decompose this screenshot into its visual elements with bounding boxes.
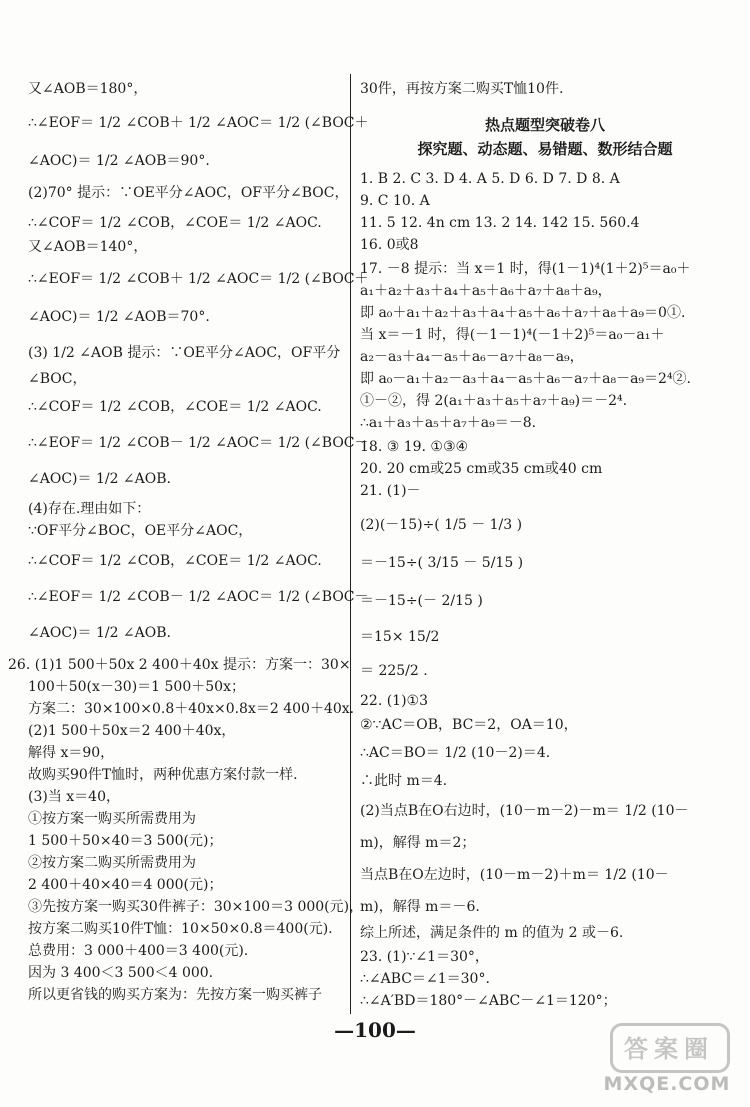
text-line: ②按方案二购买所需费用为 [28,855,196,871]
text-line: 100＋50(x－30)＝1 500＋50x； [28,679,245,695]
text-line: ②∵AC＝OB，BC＝2，OA＝10， [360,717,578,733]
text-line: ＝ 225/2 . [360,663,428,679]
text-line: ＝15× 15/2 [360,629,440,645]
text-line: ∴∠EOF＝ 1/2 ∠COB－ 1/2 ∠AOC＝ 1/2 (∠BOC－ [28,589,369,605]
text-line: (3)当 x＝40， [28,789,120,805]
text-line: (2)当点B在O右边时，(10－m－2)－m＝ 1/2 (10－ [360,803,689,819]
column-divider [350,74,351,1014]
text-line: 26. (1)1 500＋50x 2 400＋40x 提示：方案一：30× [8,657,351,673]
text-line: 即 a₀－a₁＋a₂－a₃＋a₄－a₅＋a₆－a₇＋a₈－a₉＝2⁴②. [360,371,692,387]
text-line: ∴∠A′BD＝180°－∠ABC－∠1＝120°； [360,993,617,1009]
text-line: 因为 3 400＜3 500＜4 000. [28,965,214,981]
text-line: 当点B在O左边时，(10－m－2)＋m＝ 1/2 (10－ [360,867,669,883]
text-line: 30件，再按方案二购买T恤10件. [360,81,564,97]
text-line: ∴∠COF＝ 1/2 ∠COB，∠COE＝ 1/2 ∠AOC. [28,215,322,231]
watermark-char: 答 [624,1035,648,1063]
watermark-char: 圈 [684,1035,708,1063]
text-line: m)，解得 m＝－6. [360,899,480,915]
text-line: ∴∠ABC＝∠1＝30°. [360,971,490,987]
text-line: (2)(－15)÷( 1/5 － 1/3 ) [360,517,523,533]
text-line: a₂－a₃＋a₄－a₅＋a₆－a₇＋a₈－a₉， [360,349,584,365]
text-line: ∴∠COF＝ 1/2 ∠COB，∠COE＝ 1/2 ∠AOC. [28,553,322,569]
text-line: 总费用：3 000＋400＝3 400(元). [28,943,249,959]
text-line: ∴∠COF＝ 1/2 ∠COB，∠COE＝ 1/2 ∠AOC. [28,399,322,415]
text-line: (3) 1/2 ∠AOB 提示：∵OE平分∠AOC，OF平分 [28,345,341,361]
text-line: 当 x＝－1 时，得(－1－1)⁴(－1＋2)⁵＝a₀－a₁＋ [360,327,665,343]
text-line: a₁＋a₂＋a₃＋a₄＋a₅＋a₆＋a₇＋a₈＋a₉， [360,283,612,299]
text-line: ∴∠EOF＝ 1/2 ∠COB＋ 1/2 ∠AOC＝ 1/2 (∠BOC＋ [28,115,369,131]
text-line: ∴∠EOF＝ 1/2 ∠COB＋ 1/2 ∠AOC＝ 1/2 (∠BOC＋ [28,271,369,287]
text-line: 解得 x＝90， [28,745,115,761]
text-line: ③先按方案一购买30件裤子：30×100＝3 000(元)， [28,899,364,915]
text-line: 1 500＋50×40＝3 500(元)； [28,833,223,849]
text-line: ∴AC＝BO＝ 1/2 (10－2)＝4. [360,745,551,761]
text-line: 又∠AOB＝140°， [28,239,148,255]
text-line: ＝－15÷( 3/15 － 5/15 ) [360,555,524,571]
text-line: 按方案二购买10件T恤：10×50×0.8＝400(元). [28,921,333,937]
text-line: (2)1 500＋50x＝2 400＋40x， [28,723,236,739]
text-line: (4)存在.理由如下： [28,501,151,517]
page-number: —100— [334,1018,416,1042]
text-line: ∠AOC)＝ 1/2 ∠AOB. [28,625,171,641]
text-line: 综上所述，满足条件的 m 的值为 2 或－6. [360,925,624,941]
text-line: 又∠AOB＝180°， [28,81,148,97]
text-line: ∠AOC)＝ 1/2 ∠AOB＝70°. [28,309,210,325]
text-line: ∠BOC， [28,371,87,387]
text-line: 所以更省钱的购买方案为：先按方案一购买裤子 [28,987,322,1003]
text-line: ∵OF平分∠BOC，OE平分∠AOC， [28,523,253,539]
text-line: ＝－15÷(－ 2/15 ) [360,593,483,609]
section-title: 热点题型突破卷八 [484,116,605,134]
text-line: 故购买90件T恤时，两种优惠方案付款一样. [28,767,298,783]
text-line: ∠AOC)＝ 1/2 ∠AOB. [28,471,171,487]
watermark-logo [602,1021,732,1101]
text-line: 2 400＋40×40＝4 000(元)； [28,877,223,893]
text-line: ∠AOC)＝ 1/2 ∠AOB＝90°. [28,153,210,169]
text-line: (2)70° 提示：∵OE平分∠AOC，OF平分∠BOC， [28,185,349,201]
text-line: 23. (1)∵∠1＝30°， [360,949,489,965]
text-line: ∴a₁＋a₃＋a₅＋a₇＋a₉＝－8. [360,415,537,431]
text-line: 9. C 10. A [360,193,430,209]
text-line: m)，解得 m＝2； [360,835,476,851]
watermark-char: 案 [654,1035,678,1063]
text-line: ①按方案一购买所需费用为 [28,811,196,827]
text-line: 22. (1)①3 [360,693,429,709]
text-line: 1. B 2. C 3. D 4. A 5. D 6. D 7. D 8. A [360,171,620,187]
text-line: 16. 0或8 [360,237,419,253]
text-line: 11. 5 12. 4n cm 13. 2 14. 142 15. 560.4 [360,215,640,231]
text-line: 即 a₀＋a₁＋a₂＋a₃＋a₄＋a₅＋a₆＋a₇＋a₈＋a₉＝0①. [360,305,686,321]
text-line: ∴∠EOF＝ 1/2 ∠COB－ 1/2 ∠AOC＝ 1/2 (∠BOC－ [28,435,369,451]
text-line: 方案二：30×100×0.8＋40x×0.8x＝2 400＋40x. [28,701,355,717]
text-line: 17. －8 提示：当 x＝1 时，得(1－1)⁴(1＋2)⁵＝a₀＋ [360,261,691,277]
text-line: 21. (1)－ [360,483,421,499]
watermark-text: MXQE.COM [603,1073,731,1095]
text-line: ①－②，得 2(a₁＋a₃＋a₅＋a₇＋a₉)＝－2⁴. [360,393,628,409]
section-subtitle: 探究题、动态题、易错题、数形结合题 [417,140,673,158]
text-line: 18. ③ 19. ①③④ [360,439,469,455]
text-line: 20. 20 cm或25 cm或35 cm或40 cm [360,461,603,477]
text-line: ∴此时 m＝4. [360,773,448,789]
